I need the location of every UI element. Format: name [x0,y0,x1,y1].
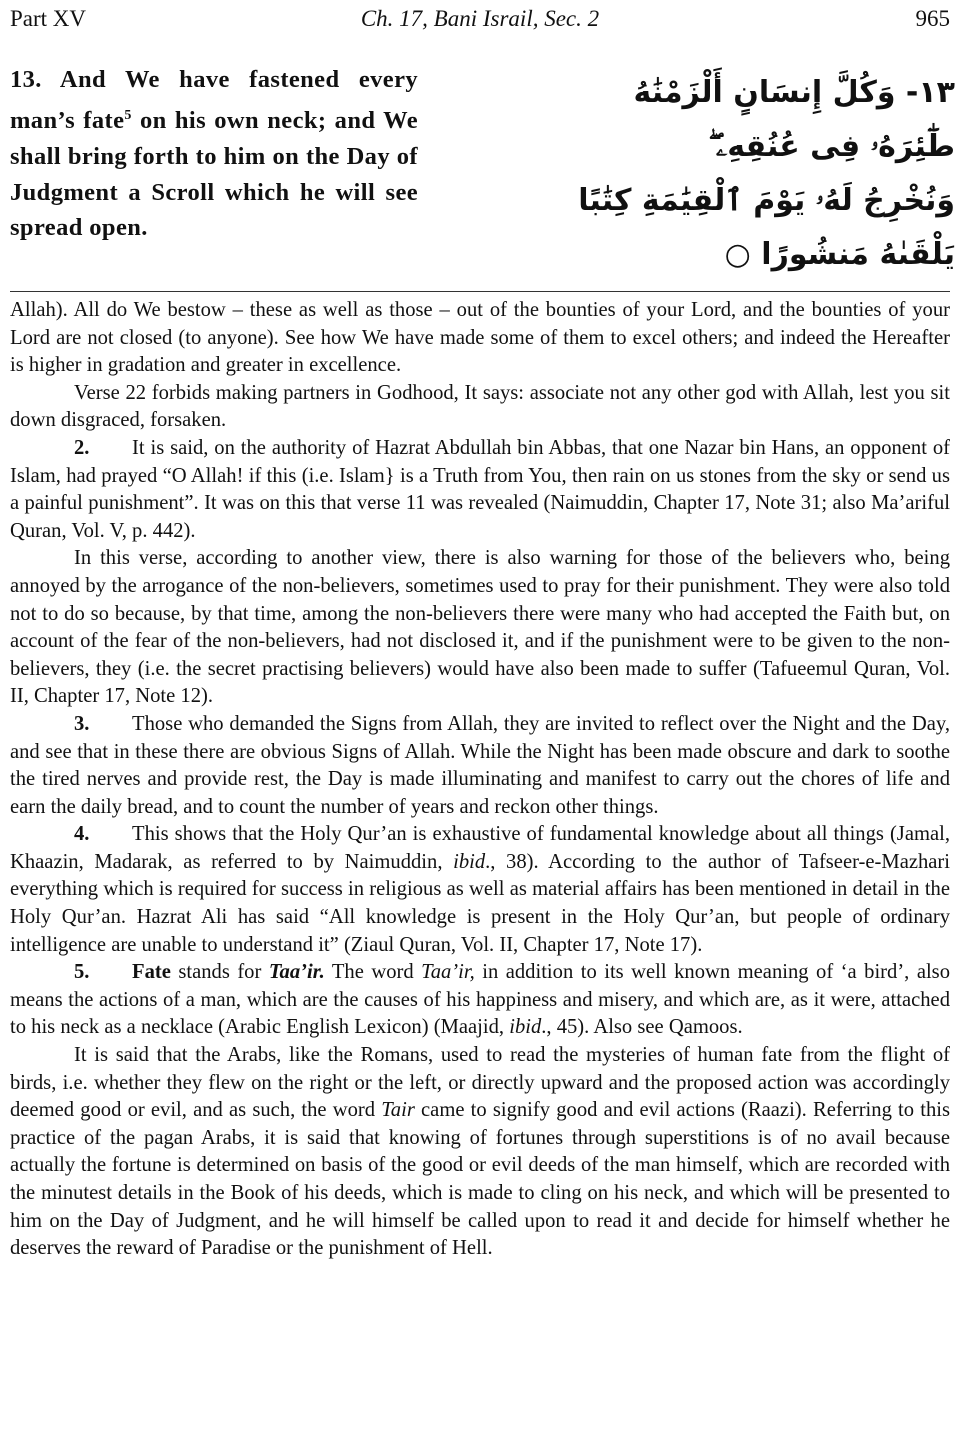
chapter-heading: Ch. 17, Bani Israil, Sec. 2 [360,6,600,31]
note-text: came to signify good and evil actions (Raazi). Referring to this practice of the pagan Arabs, it is said that knowing of fortunes through superstitions is of no avail because actually the fortune is determined on basis of the good or evil deeds of the man himself, which are recorded with the minutest details in the Book of his deeds, which is made to cling on his neck, and which will be presented to him on the Day of Judgment, and he will himself be called upon to read it and decide for himself whether he deserves the reward of Paradise or the punishment of Hell. [10,1099,950,1260]
note-term-italic: Taa’ir. [268,961,325,984]
note-text: This shows that the Holy Qur’an is exhaustive of fundamental knowledge about all things (Jamal, Khaazin, Madarak, as referred to by Naimuddin, [10,823,950,873]
note-italic: Tair [381,1099,415,1122]
note-3 [10,711,950,821]
note-2 [10,435,950,545]
verse-english [10,62,418,246]
note-term: Fate [132,961,171,984]
commentary-paragraph: Verse 22 forbids making partners in Godhood, It says: associate not any other god with Allah, lest you sit down disgraced, forsaken. [10,381,950,432]
arabic-line: يَلْقَىٰهُ مَنشُورًا ○ [724,237,955,272]
verse-english-text-rest: on his own neck; and We shall bring forth to him on the Day of Judgment a Scroll which he will see spread open. [10,106,418,242]
part-label: Part XV [10,6,87,31]
note-number: 2. [74,436,90,459]
commentary-paragraph: Allah). All do We bestow – these as well as those – out of the bounties of your Lord, and the bounties of your Lord are not closed (to anyone). See how We have made some of them to excel others; and indeed the Hereafter is higher in gradation and greater in excellence. [10,299,950,377]
running-head [10,4,950,34]
arabic-line: طَٰٓئِرَهُۥ فِى عُنُقِهِۦ ۖ [708,129,955,164]
note-text: The word [324,961,422,984]
note-number: 3. [74,712,90,735]
commentary-paragraph: In this verse, according to another view, there is also warning for those of the believers who, being annoyed by the arrogance of the non-believers, sometimes used to pray for their punishment. They were also told not to do so because, by that time, among the non-believers there were many who had accepted the Faith but, on account of the fear of the non-believers, had not disclosed it, and if the punishment were to be given to the non-believers, they (i.e. the secret practising believers) would have also been made to suffer (Tafueemul Quran, Vol. II, Chapter 17, Note 12). [10,547,950,708]
arabic-line: وَنُخْرِجُ لَهُۥ يَوْمَ ٱلْقِيَٰمَةِ كِتَٰبًا [578,183,955,218]
verse-arabic [578,66,955,282]
note-italic: Taa’ir, [421,961,475,984]
commentary-paragraph [10,1042,950,1263]
note-italic: ibid [509,1016,542,1039]
section-divider [10,291,950,292]
note-text: ., 38). According to the author of Tafseer-e-Mazhari everything which is required for success in religious as well as material affairs has been mentioned in detail in the Holy Qur’an. Hazrat Ali has said “All knowledge is present in the Holy Qur’an, but people of ordinary intelligence are unable to understand it” (Ziaul Quran, Vol. II, Chapter 17, Note 17). [10,850,951,956]
note-text: It is said, on the authority of Hazrat Abdullah bin Abbas, that one Nazar bin Hans, an opponent of Islam, had prayed “O Allah! if this (i.e. Islam} is a Truth from You, then rain on us stones from the sky or send us a painful punishment”. It was on this that verse 11 was revealed (Naimuddin, Chapter 17, Note 31; also Ma’ariful Quran, Vol. V, p. 442). [10,436,950,542]
verse-english-text: 13. And We have fastened every man’s fate [10,66,418,134]
note-text: Those who demanded the Signs from Allah, they are invited to reflect over the Night and the Day, and see that in these there are obvious Signs of Allah. While the Night has been made obscure and dark to soothe the tired nerves and provide rest, the Day is made illuminating and manifest to carry out the chores of life and earn the daily bread, and to count the number of years and reckon other things. [10,712,950,818]
commentary-notes [10,297,950,1263]
note-text: It is said that the Arabs, like the Romans, used to read the mysteries of human fate from the flight of birds, i.e. whether they flew on the right or the left, or directly upward and the proposed action was accordingly deemed good or evil, and as such, the word [10,1044,950,1122]
footnote-marker: 5 [124,107,132,123]
arabic-line: ١٣- وَكُلَّ إِنسَانٍ أَلْزَمْنَٰهُ [633,75,955,110]
note-4 [10,821,950,959]
note-italic: ibid [453,850,486,873]
note-5 [10,959,950,1042]
page-number: 965 [915,6,950,31]
note-text: ., 45). Also see Qamoos. [541,1016,743,1039]
note-text: stands for [170,961,269,984]
note-number: 5. [74,961,90,984]
verse-block [10,62,955,284]
note-text: in addition to its well known meaning of ‘a bird’, also means the actions of a man, which are the causes of his happiness and misery, and which are, as it were, attached to his neck as a necklace (Arabic English Lexicon) (Maajid, [10,961,950,1039]
note-number: 4. [74,823,90,846]
